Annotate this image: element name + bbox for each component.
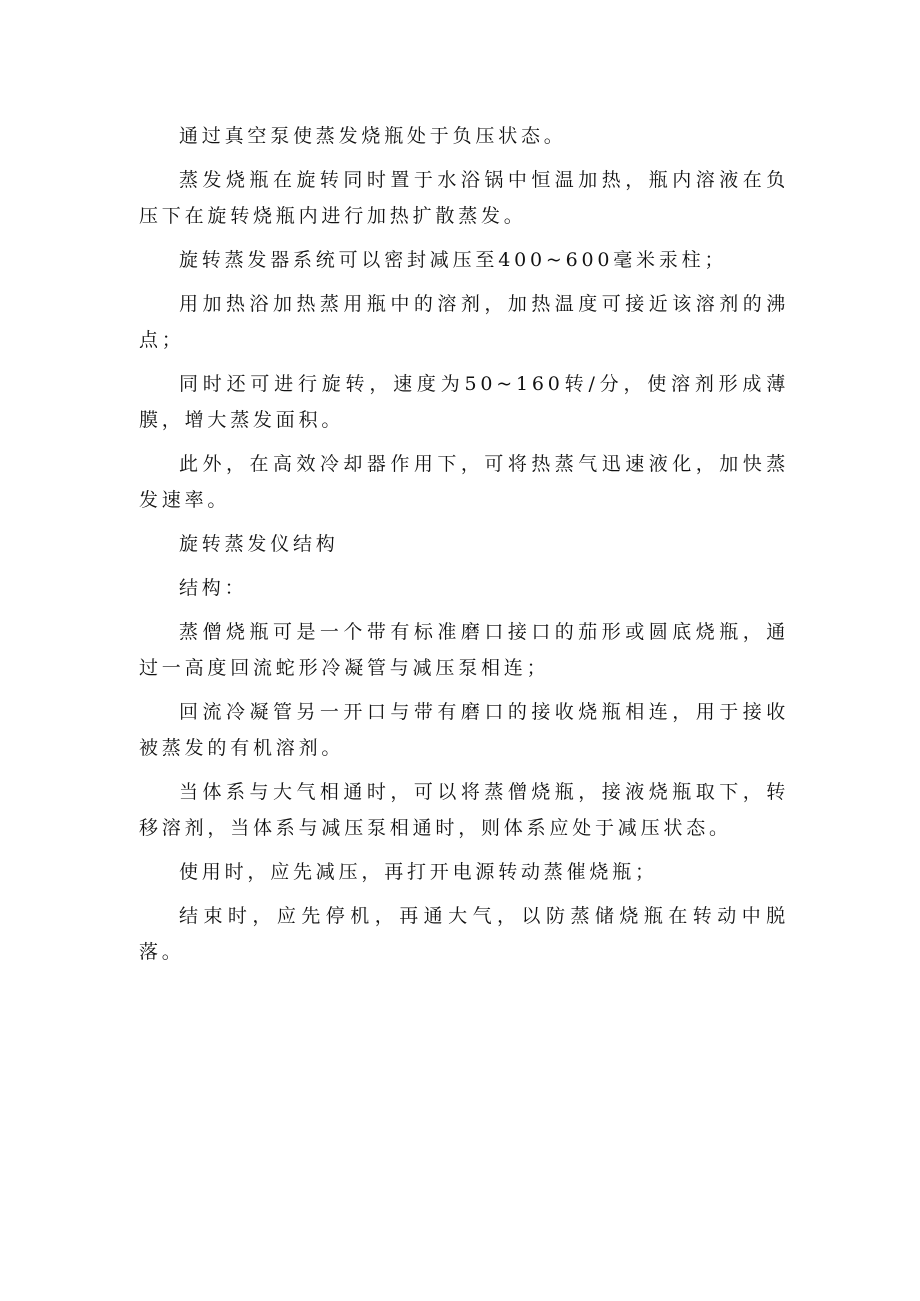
paragraph-rotation-heating: 蒸发烧瓶在旋转同时置于水浴锅中恒温加热，瓶内溶液在负压下在旋转烧瓶内进行加热扩散蒸发。 (139, 169, 789, 227)
section-heading-structure: 旋转蒸发仪结构 (179, 533, 339, 555)
paragraph-usage-start: 使用时，应先减压，再打开电源转动蒸催烧瓶； (179, 861, 658, 883)
paragraph-usage-end: 结束时，应先停机，再通大气，以防蒸储烧瓶在转动中脱落。 (139, 905, 789, 963)
paragraph-vacuum-pump: 通过真空泵使蒸发烧瓶处于负压状态。 (179, 125, 567, 147)
document-body (139, 118, 789, 978)
paragraph-rotation-speed: 同时还可进行旋转，速度为50~160转/分，使溶剂形成薄膜，增大蒸发面积。 (139, 373, 789, 431)
paragraph-system-state: 当体系与大气相通时，可以将蒸僧烧瓶，接液烧瓶取下，转移溶剂，当体系与减压泵相通时，则体系应处于减压状态。 (139, 781, 789, 839)
paragraph-distillation-flask: 蒸僧烧瓶可是一个带有标准磨口接口的茄形或圆底烧瓶，通过一高度回流蛇形冷凝管与减压泵相连； (139, 621, 789, 679)
paragraph-seal-pressure: 旋转蒸发器系统可以密封减压至400~600毫米汞柱； (179, 249, 728, 271)
paragraph-receiving-flask: 回流冷凝管另一开口与带有磨口的接收烧瓶相连，用于接收被蒸发的有机溶剂。 (139, 701, 789, 759)
structure-label: 结构： (179, 577, 248, 599)
paragraph-heating-bath: 用加热浴加热蒸用瓶中的溶剂，加热温度可接近该溶剂的沸点； (139, 293, 789, 351)
paragraph-condenser: 此外，在高效冷却器作用下，可将热蒸气迅速液化，加快蒸发速率。 (139, 453, 789, 511)
